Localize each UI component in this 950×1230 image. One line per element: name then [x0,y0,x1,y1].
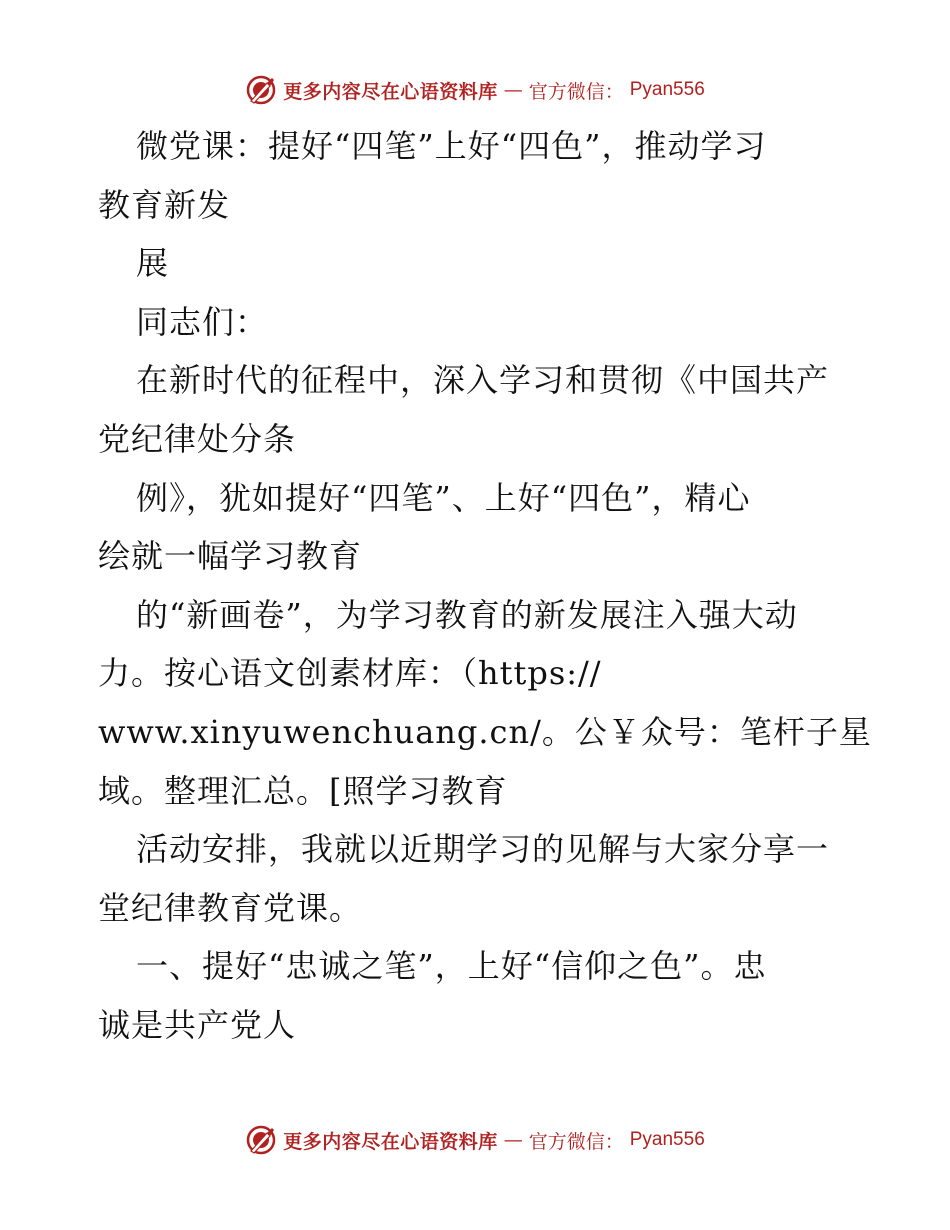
banner-title: 更多内容尽在心语资料库 [283,80,498,103]
pen-logo-icon [245,1124,277,1156]
banner-dash: — [503,79,523,101]
text-line: 域。整理汇总。[照学习教育 [98,771,508,810]
text-line: 同志们： [136,302,269,341]
document-body [98,117,872,1055]
text-line: 的“新画卷”，为学习教育的新发展注入强大动 [136,595,798,634]
banner-dash: — [503,1129,523,1151]
text-line: 活动安排，我就以近期学习的见解与大家分享一 [136,830,830,869]
text-line: 在新时代的征程中，深入学习和贯彻《中国共产 [136,361,830,400]
footer-banner [0,1122,950,1158]
text-line: 教育新发 [98,185,231,224]
text-line: www.xinyuwenchuang.cn/。公￥众号：笔杆子星 [98,712,872,751]
text-line: 展 [136,244,170,283]
text-line: 例》，犹如提好“四笔”、上好“四色”，精心 [136,478,751,517]
text-line: 党纪律处分条 [98,419,297,458]
banner-wechat-label: 官方微信： [528,80,624,103]
banner-wechat-id: Pyan556 [629,1129,705,1150]
text-line: 诚是共产党人 [98,1005,297,1044]
pen-logo-icon [245,74,277,106]
text-line: 力。按心语文创素材库：（https:// [98,654,602,693]
banner-title: 更多内容尽在心语资料库 [283,1130,498,1153]
header-banner [0,72,950,108]
text-line: 绘就一幅学习教育 [98,537,363,576]
banner-wechat-id: Pyan556 [629,79,705,100]
text-line: 堂纪律教育党课。 [98,888,363,927]
banner-wechat-label: 官方微信： [528,1130,624,1153]
text-line: 微党课：提好“四笔”上好“四色”，推动学习 [136,127,767,165]
text-line: 一、提好“忠诚之笔”，上好“信仰之色”。忠 [136,947,767,986]
